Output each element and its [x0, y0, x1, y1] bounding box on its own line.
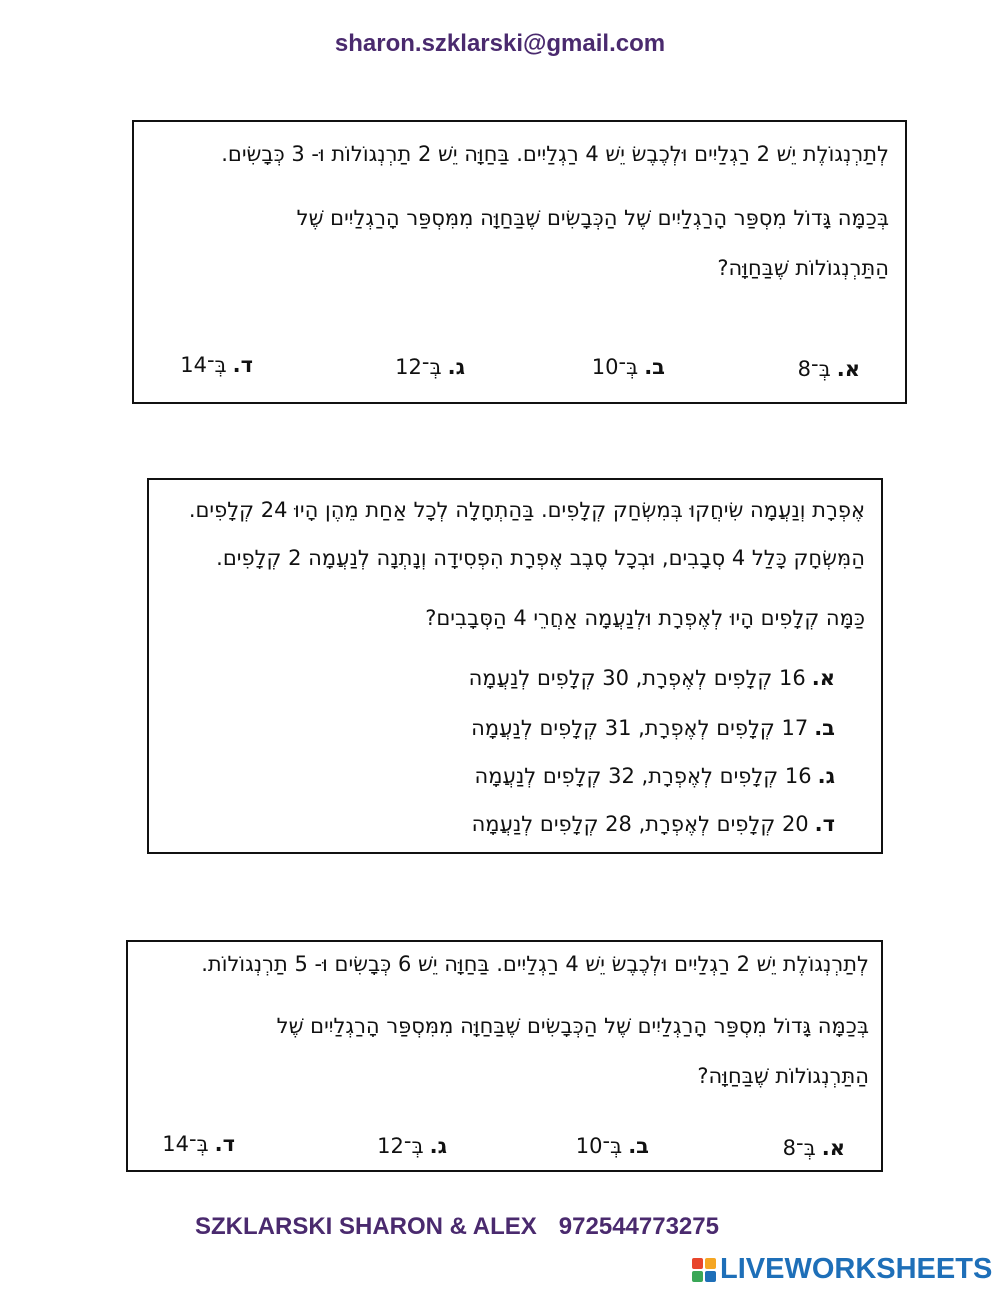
author-phone: 972544773275: [558, 1213, 719, 1240]
answer-option[interactable]: [592, 355, 665, 379]
answer-letter: ב.: [644, 355, 665, 379]
question-text-line: הַתַּרְנְגוֹלוֹת שֶׁבַּחַוָּה?: [697, 1064, 869, 1088]
question-text-line: הַתַּרְנְגוֹלוֹת שֶׁבַּחַוָּה?: [717, 256, 889, 280]
question-text-line: לְתַרְנְגוֹלֶת יֵשׁ 2 רַגְלַיִים וּלְכֶבֶשׂ יֵשׁ 4 רַגְלַיִים. בַּחַוָּה יֵשׁ 2 תַרְנְגוֹלוֹת וּ- 3 כְּבָשִׂים.: [221, 142, 889, 166]
answer-option[interactable]: [798, 357, 860, 381]
answer-text: בְּ־12: [395, 355, 442, 379]
contact-email: sharon.szklarski@gmail.com: [334, 30, 666, 57]
answer-letter: א.: [821, 1136, 845, 1160]
question-1-box: [132, 120, 907, 404]
answer-text: 16 קְלָפִים לְאֶפְרָת, 32 קְלָפִים לְנַעֲמָה: [474, 764, 812, 788]
question-text-line: לְתַרְנְגוֹלֶת יֵשׁ 2 רַגְלַיִים וּלְכֶבֶשׂ יֵשׁ 4 רַגְלַיִים. בַּחַוָּה יֵשׁ 6 כְּבָשִׂים וּ- 5 תַרְנְגוֹלוֹת.: [201, 952, 869, 976]
answer-text: בְּ־10: [575, 1134, 623, 1158]
answer-letter: ג.: [817, 764, 835, 788]
answer-option[interactable]: [162, 1132, 235, 1156]
answer-letter: ד.: [214, 1132, 235, 1156]
answer-option[interactable]: [469, 666, 835, 690]
question-text-line: אֶפְרָת וְנַעֲמָה שִׂיחֲקוּ בְּמִשְׂחַק קְלָפִים. בַּהַתְחָלָה לְכָל אַחַת מֵהֶן הָיוּ 24 קְלָפִים.: [188, 498, 865, 522]
answer-text: בְּ־8: [797, 357, 831, 381]
answer-text: בְּ־14: [162, 1132, 209, 1156]
question-text-line: הַמִּשְׂחָק כָּלַל 4 סְבָבִים, וּבְכָל סֶבֶב אֶפְרָת הִפְסִידָה וְנָתְנָה לְנַעֲמָה 2 קְלָפִים.: [216, 546, 865, 570]
answer-option[interactable]: [471, 716, 835, 740]
answer-text: בְּ־10: [591, 355, 639, 379]
answer-text: 17 קְלָפִים לְאֶפְרָת, 31 קְלָפִים לְנַעֲמָה: [471, 716, 809, 740]
question-2-box: [147, 478, 883, 854]
question-text-line: כַּמָּה קְלָפִים הָיוּ לְאֶפְרָת וּלְנַעֲמָה אַחֲרֵי 4 הַסְּבָבִים?: [425, 606, 865, 630]
answer-option[interactable]: [377, 1134, 447, 1158]
answer-letter: ב.: [628, 1134, 649, 1158]
answer-text: בְּ־14: [180, 353, 227, 377]
liveworksheets-logo[interactable]: [692, 1255, 992, 1285]
answer-letter: ד.: [232, 353, 253, 377]
liveworksheets-wordmark: LIVEWORKSHEETS: [720, 1253, 993, 1285]
answer-option[interactable]: [395, 355, 465, 379]
answer-text: בְּ־12: [377, 1134, 424, 1158]
answer-option[interactable]: [180, 353, 253, 377]
question-3-box: [126, 940, 883, 1172]
answer-option[interactable]: [472, 812, 835, 836]
answer-text: בְּ־8: [782, 1136, 816, 1160]
question-text-line: בְּכַמָּה גָּדוֹל מִסְפַּר הָרַגְלַיִים שֶׁל הַכְּבָשִׂים שֶׁבַּחַוָּה מִמִּסְפַּר הָרַגְלַיִים שֶׁל: [296, 206, 889, 230]
author-names: SZKLARSKI SHARON & ALEX: [195, 1213, 537, 1240]
answer-text: 16 קְלָפִים לְאֶפְרָת, 30 קְלָפִים לְנַעֲמָה: [468, 666, 806, 690]
liveworksheets-logo-icon: [692, 1258, 716, 1282]
answer-letter: א.: [811, 666, 835, 690]
answer-letter: א.: [836, 357, 860, 381]
answer-letter: ד.: [814, 812, 835, 836]
answer-letter: ג.: [429, 1134, 447, 1158]
question-text-line: בְּכַמָּה גָּדוֹל מִסְפַּר הָרַגְלַיִים שֶׁל הַכְּבָשִׂים שֶׁבַּחַוָּה מִמִּסְפַּר הָרַגְלַיִים שֶׁל: [276, 1014, 869, 1038]
answer-option[interactable]: [475, 764, 835, 788]
answer-letter: ב.: [814, 716, 835, 740]
answer-option[interactable]: [576, 1134, 649, 1158]
answer-option[interactable]: [783, 1136, 845, 1160]
answer-text: 20 קְלָפִים לְאֶפְרָת, 28 קְלָפִים לְנַעֲמָה: [471, 812, 809, 836]
author-footer: [195, 1213, 719, 1241]
answer-letter: ג.: [447, 355, 465, 379]
